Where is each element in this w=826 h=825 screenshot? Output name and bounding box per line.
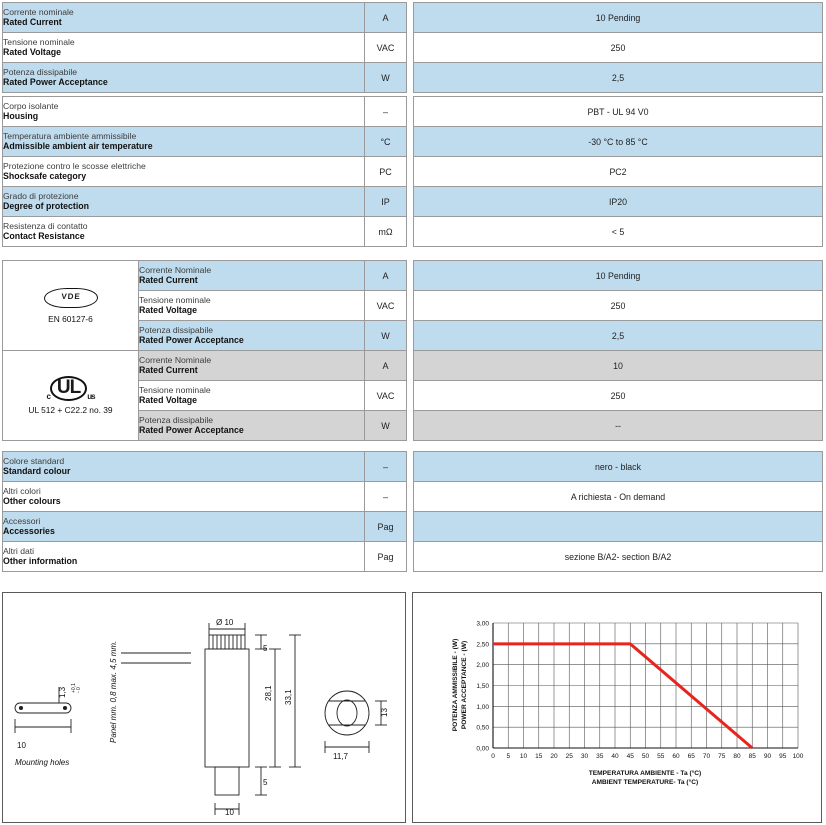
label-it: Tensione nominale <box>139 294 211 305</box>
svg-text:45: 45 <box>626 753 634 760</box>
unit-cell: PC <box>365 157 407 187</box>
label-it: Accessori <box>3 515 41 526</box>
electrical-labels-table <box>2 2 407 93</box>
value-cell: 2,5 <box>414 63 823 93</box>
value-cell: 250 <box>414 381 823 411</box>
label-it: Corrente nominale <box>3 6 74 17</box>
value-cell: < 5 <box>414 217 823 247</box>
unit-cell: Pag <box>365 512 407 542</box>
label-en: Accessories <box>3 526 55 537</box>
spec-label <box>3 97 365 127</box>
spec-label <box>3 187 365 217</box>
dim-top-length: 5 <box>263 644 268 653</box>
value-cell: A richiesta - On demand <box>414 482 823 512</box>
unit-cell: W <box>365 63 407 93</box>
svg-text:5: 5 <box>506 753 511 760</box>
label-it: Corrente Nominale <box>139 354 212 365</box>
label-en: Rated Current <box>139 275 198 286</box>
approvals-block <box>2 260 823 441</box>
label-en: Housing <box>3 111 39 122</box>
label-it: Potenza dissipabile <box>3 66 78 77</box>
spec-label <box>139 411 365 441</box>
vde-standard-caption: EN 60127-6 <box>48 313 93 324</box>
svg-text:2,00: 2,00 <box>476 662 489 670</box>
label-en: Standard colour <box>3 466 71 477</box>
spec-label <box>3 217 365 247</box>
label-en: Rated Current <box>3 17 62 28</box>
svg-text:25: 25 <box>565 753 573 760</box>
label-en: Rated Voltage <box>139 305 198 316</box>
table-row <box>3 452 407 482</box>
label-it: Potenza dissipabile <box>139 414 214 425</box>
label-en: Rated Power Acceptance <box>3 77 108 88</box>
svg-text:85: 85 <box>748 753 756 760</box>
unit-cell: °C <box>365 127 407 157</box>
vde-logo-text: VDE <box>60 291 81 301</box>
label-it: Tensione nominale <box>139 384 211 395</box>
unit-cell: mΩ <box>365 217 407 247</box>
value-cell: IP20 <box>414 187 823 217</box>
unit-cell: VAC <box>365 33 407 63</box>
spec-label <box>139 381 365 411</box>
table-row <box>3 3 407 33</box>
svg-text:3,00: 3,00 <box>476 620 489 628</box>
dim-hole-tolerance-lower: - 0 <box>76 687 82 693</box>
unit-cell: A <box>365 351 407 381</box>
svg-text:100: 100 <box>792 753 804 760</box>
unit-cell: A <box>365 261 407 291</box>
value-cell: -30 °C to 85 °C <box>414 127 823 157</box>
svg-text:20: 20 <box>550 753 558 760</box>
svg-text:0,00: 0,00 <box>476 745 489 753</box>
table-row <box>3 482 407 512</box>
label-it: Altri dati <box>3 545 35 556</box>
vde-logo-icon <box>43 288 98 308</box>
label-it: Resistenza di contatto <box>3 220 88 231</box>
ul-standard-caption: UL 512 + C22.2 no. 39 <box>28 405 113 415</box>
spec-label <box>3 482 365 512</box>
spec-label <box>3 542 365 572</box>
table-row <box>3 512 407 542</box>
label-en: Rated Current <box>139 365 198 376</box>
electrical-values-table <box>413 2 823 93</box>
label-en: Rated Power Acceptance <box>139 335 244 346</box>
label-it: Altri colori <box>3 485 41 496</box>
table-row <box>3 261 407 291</box>
unit-cell: W <box>365 411 407 441</box>
value-cell <box>414 512 823 542</box>
spec-label <box>3 3 365 33</box>
label-en: Contact Resistance <box>3 231 85 242</box>
mechanical-values-table <box>413 96 823 247</box>
svg-text:60: 60 <box>672 753 680 760</box>
svg-text:0,50: 0,50 <box>476 724 489 732</box>
unit-cell: – <box>365 452 407 482</box>
value-cell: sezione B/A2- section B/A2 <box>414 542 823 572</box>
svg-text:2,50: 2,50 <box>476 641 489 649</box>
dim-hole-thickness: 1,3 <box>58 686 67 698</box>
derating-chart-svg <box>413 593 821 822</box>
ul-logo-cell <box>3 351 139 441</box>
label-it: Corrente Nominale <box>139 264 212 275</box>
chart-ytick-labels <box>476 621 489 753</box>
unit-cell: A <box>365 3 407 33</box>
value-cell: nero - black <box>414 452 823 482</box>
unit-cell: VAC <box>365 381 407 411</box>
label-en: Shocksafe category <box>3 171 87 182</box>
svg-text:75: 75 <box>718 753 726 760</box>
label-it: Potenza dissipabile <box>139 324 214 335</box>
spec-label <box>3 157 365 187</box>
dim-diameter: Ø 10 <box>216 618 234 627</box>
unit-cell: IP <box>365 187 407 217</box>
spec-label <box>139 321 365 351</box>
dim-base-width: 10 <box>225 808 234 817</box>
svg-text:1,00: 1,00 <box>476 703 489 711</box>
svg-text:90: 90 <box>763 753 772 760</box>
value-cell: 250 <box>414 33 823 63</box>
table-row <box>3 187 407 217</box>
approvals-values-table <box>413 260 823 441</box>
vde-logo-cell <box>3 261 139 351</box>
spec-label <box>3 452 365 482</box>
label-en: Other colours <box>3 496 61 507</box>
table-row <box>3 351 407 381</box>
label-en: Rated Voltage <box>3 47 62 58</box>
label-en: Admissible ambient air temperature <box>3 141 153 152</box>
mechanical-labels-table <box>2 96 407 247</box>
svg-text:35: 35 <box>596 753 604 760</box>
dimensional-drawing-svg <box>3 593 405 822</box>
label-it: Corpo isolante <box>3 100 59 111</box>
svg-text:1,50: 1,50 <box>476 683 489 690</box>
svg-text:80: 80 <box>733 753 741 760</box>
table-row <box>3 63 407 93</box>
derating-chart-panel <box>412 592 822 823</box>
dim-hole-width: 10 <box>17 741 26 750</box>
unit-cell: VAC <box>365 291 407 321</box>
spec-label <box>3 127 365 157</box>
ul-logo-icon: c UL us <box>46 377 95 401</box>
label-it: Colore standard <box>3 455 65 466</box>
spec-label <box>139 261 365 291</box>
unit-cell: – <box>365 97 407 127</box>
label-en: Rated Voltage <box>139 395 198 406</box>
table-row <box>3 127 407 157</box>
approvals-labels-table <box>2 260 407 441</box>
svg-text:70: 70 <box>702 753 711 760</box>
chart-ylabel-en: POWER ACCEPTANCE - (W) <box>461 640 468 730</box>
chart-xlabel-it: TEMPERATURA AMBIENTE - Ta (°C) <box>588 770 702 777</box>
svg-text:65: 65 <box>687 753 695 760</box>
table-row <box>3 217 407 247</box>
svg-text:50: 50 <box>641 753 650 760</box>
spec-label <box>3 63 365 93</box>
table-row <box>3 542 407 572</box>
dim-total-length: 33,1 <box>284 689 293 705</box>
table-row <box>3 33 407 63</box>
dim-hole-tolerance: +0,1 <box>71 683 77 693</box>
chart-gridlines <box>493 623 798 748</box>
dimensional-drawing-panel <box>2 592 406 823</box>
value-cell: PBT - UL 94 V0 <box>414 97 823 127</box>
value-cell: 10 Pending <box>414 3 823 33</box>
chart-xlabel-en: AMBIENT TEMPERATURE- Ta (°C) <box>591 779 699 786</box>
svg-text:30: 30 <box>580 753 589 760</box>
label-it: Protezione contro le scosse elettriche <box>3 160 146 171</box>
dim-bottom-length: 5 <box>263 778 268 787</box>
spec-label <box>3 512 365 542</box>
table-row <box>3 97 407 127</box>
chart-xtick-labels <box>491 753 804 760</box>
value-cell: -- <box>414 411 823 441</box>
value-cell: 250 <box>414 291 823 321</box>
label-en: Other information <box>3 556 78 567</box>
mechanical-specs-block <box>2 96 823 247</box>
value-cell: 2,5 <box>414 321 823 351</box>
label-en: Rated Power Acceptance <box>139 425 244 436</box>
unit-cell: Pag <box>365 542 407 572</box>
unit-cell: W <box>365 321 407 351</box>
spec-label <box>3 33 365 63</box>
panel-note-label: Panel mm. 0,8 max. 4,5 mm. <box>109 640 118 743</box>
svg-text:10: 10 <box>519 753 528 760</box>
svg-text:15: 15 <box>535 753 543 760</box>
electrical-specs-block <box>2 2 823 93</box>
mounting-holes-label: Mounting holes <box>15 758 70 767</box>
label-en: Degree of protection <box>3 201 90 212</box>
label-it: Temperatura ambiente ammissibile <box>3 130 137 141</box>
svg-text:0: 0 <box>491 753 495 760</box>
ul-logo-text: UL <box>50 376 87 401</box>
dim-flat-height: 13 <box>380 708 389 717</box>
svg-text:40: 40 <box>611 753 619 760</box>
spec-label <box>139 351 365 381</box>
dim-barrel-length: 28,1 <box>264 685 273 701</box>
label-it: Grado di protezione <box>3 190 79 201</box>
value-cell: 10 <box>414 351 823 381</box>
chart-ylabel-it: POTENZA AMMISSIBILE - (W) <box>452 638 459 732</box>
other-labels-table <box>2 451 407 572</box>
table-row <box>3 157 407 187</box>
spec-label <box>139 291 365 321</box>
dim-flat-width: 11,7 <box>333 752 348 761</box>
value-cell: PC2 <box>414 157 823 187</box>
label-it: Tensione nominale <box>3 36 75 47</box>
derating-curve <box>493 644 752 748</box>
other-info-block <box>2 451 823 572</box>
unit-cell: – <box>365 482 407 512</box>
svg-text:95: 95 <box>779 753 787 760</box>
svg-text:55: 55 <box>657 753 665 760</box>
other-values-table <box>413 451 823 572</box>
value-cell: 10 Pending <box>414 261 823 291</box>
